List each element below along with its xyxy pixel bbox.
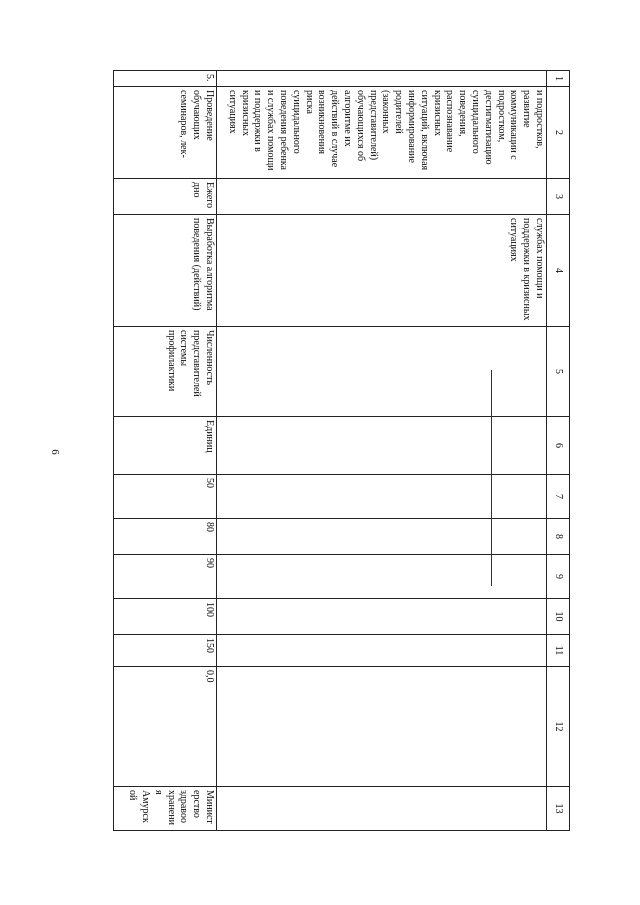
header-cell: 12 bbox=[547, 667, 570, 787]
table-row bbox=[217, 71, 547, 831]
result-cell: Выработка алгоритма поведения (действий) bbox=[114, 215, 217, 327]
header-cell: 8 bbox=[547, 519, 570, 555]
page-number: 6 bbox=[48, 449, 61, 455]
header-cell: 11 bbox=[547, 635, 570, 667]
header-cell: 1 bbox=[547, 71, 570, 87]
measures-table bbox=[113, 70, 570, 831]
executor-cell bbox=[217, 787, 547, 831]
value-cell bbox=[217, 635, 547, 667]
unit-cell bbox=[217, 417, 547, 475]
value-cell: 100 bbox=[114, 599, 217, 635]
header-cell: 10 bbox=[547, 599, 570, 635]
header-row bbox=[547, 71, 570, 831]
value-cell bbox=[217, 475, 547, 519]
value-cell bbox=[217, 599, 547, 635]
header-cell: 2 bbox=[547, 87, 570, 179]
value-cell bbox=[217, 555, 547, 599]
header-cell: 4 bbox=[547, 215, 570, 327]
period-cell: Ежегодно bbox=[114, 179, 217, 215]
divider-line bbox=[491, 370, 492, 586]
result-cell: службах помощи и поддержки в кризисных ситуациях bbox=[217, 215, 547, 327]
header-cell: 6 bbox=[547, 417, 570, 475]
indicator-cell: Численность представителей системы профилактики bbox=[114, 327, 217, 417]
measure-name-cell: Проведение обучающих семинаров, лек- bbox=[114, 87, 217, 179]
funding-cell: 0,0 bbox=[114, 667, 217, 787]
row-number-cell: 5. bbox=[114, 71, 217, 87]
executor-cell: Министерство здравоохранения Амурской bbox=[114, 787, 217, 831]
header-cell: 9 bbox=[547, 555, 570, 599]
row-number-cell bbox=[217, 71, 547, 87]
indicator-cell bbox=[217, 327, 547, 417]
header-cell: 7 bbox=[547, 475, 570, 519]
unit-cell: Единиц bbox=[114, 417, 217, 475]
value-cell: 50 bbox=[114, 475, 217, 519]
value-cell: 80 bbox=[114, 519, 217, 555]
funding-cell bbox=[217, 667, 547, 787]
table-row bbox=[114, 71, 217, 831]
rotated-table-container bbox=[115, 70, 570, 830]
header-cell: 13 bbox=[547, 787, 570, 831]
header-cell: 3 bbox=[547, 179, 570, 215]
value-cell: 90 bbox=[114, 555, 217, 599]
period-cell bbox=[217, 179, 547, 215]
header-cell: 5 bbox=[547, 327, 570, 417]
value-cell: 150 bbox=[114, 635, 217, 667]
value-cell bbox=[217, 519, 547, 555]
measure-name-cell: и подростков, развитие коммуникации с подростком, дестигматизацию суицидального поведения, распознавание кризисных ситуаций, включая информирование родителей (законных представителей) обучающихся об алгоритме их действий в случае возникновения риска суицидального поведения ребенка и службах помощи и поддержки в кризисных ситуациях bbox=[217, 87, 547, 179]
